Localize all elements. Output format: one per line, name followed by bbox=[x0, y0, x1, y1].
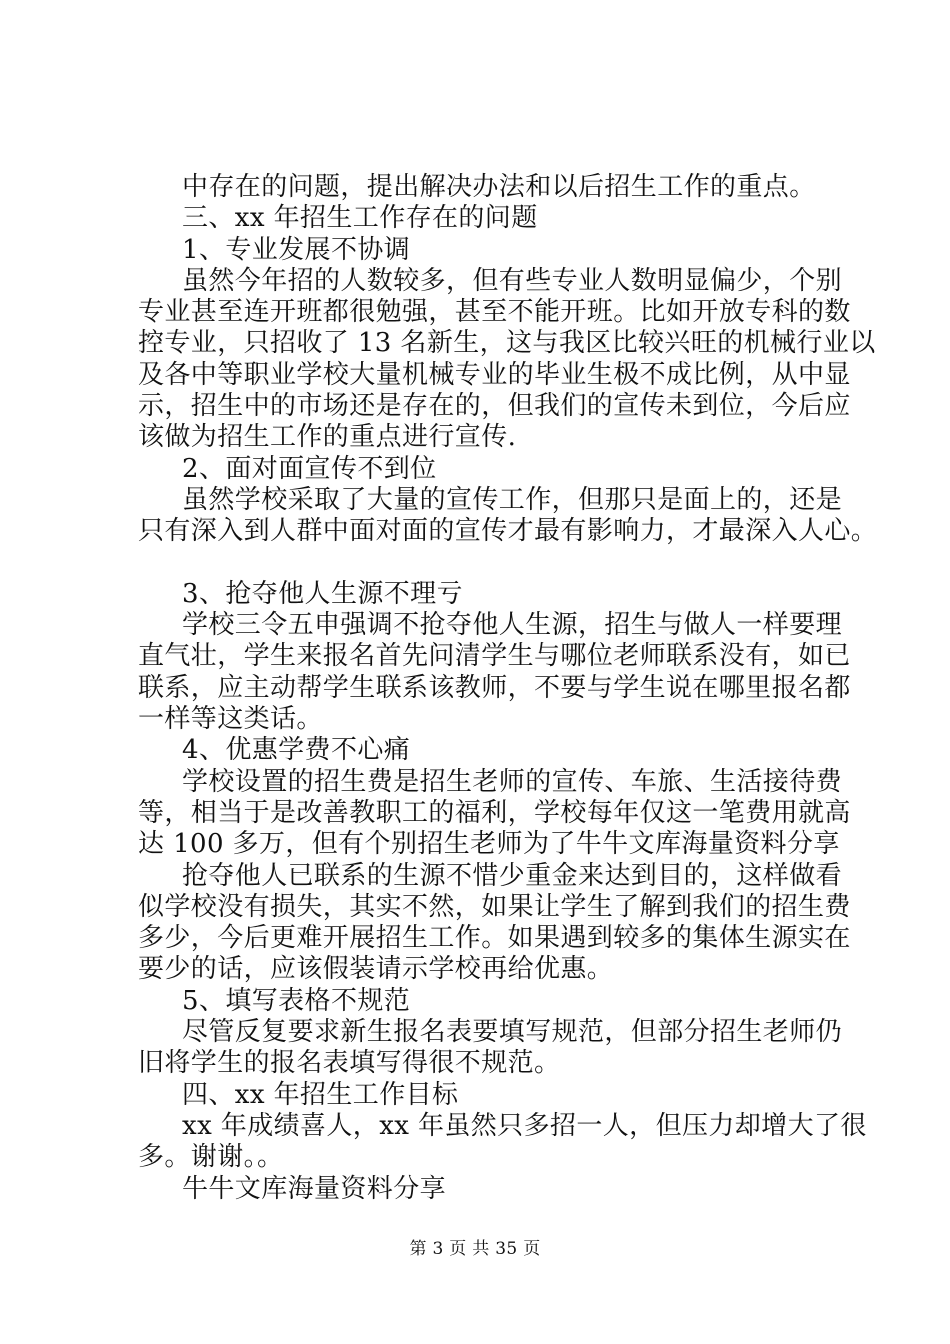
text-line: 专业甚至连开班都很勉强，甚至不能开班。比如开放专科的数 bbox=[138, 297, 851, 328]
text-line: 似学校没有损失，其实不然，如果让学生了解到我们的招生费 bbox=[138, 891, 851, 922]
text-line: 一样等这类话。 bbox=[138, 704, 323, 735]
text-line: xx 年成绩喜人，xx 年虽然只多招一人，但压力却增大了很 bbox=[182, 1110, 867, 1141]
text-line: 3、抢夺他人生源不理亏 bbox=[182, 578, 463, 609]
text-line: 牛牛文库海量资料分享 bbox=[182, 1173, 447, 1204]
text-line: 三、xx 年招生工作存在的问题 bbox=[182, 203, 538, 234]
text-line: 抢夺他人已联系的生源不惜少重金来达到目的，这样做看 bbox=[182, 860, 843, 891]
text-line: 等，相当于是改善教职工的福利，学校每年仅这一笔费用就高 bbox=[138, 797, 851, 828]
text-line: 该做为招生工作的重点进行宣传. bbox=[138, 422, 517, 453]
text-line: 5、填写表格不规范 bbox=[182, 985, 411, 1016]
text-line: 控专业，只招收了 13 名新生，这与我区比较兴旺的机械行业以 bbox=[138, 328, 876, 359]
text-line: 1、专业发展不协调 bbox=[182, 234, 411, 265]
text-line: 要少的话，应该假装请示学校再给优惠。 bbox=[138, 954, 614, 985]
text-line: 学校三令五申强调不抢夺他人生源，招生与做人一样要理 bbox=[182, 610, 843, 641]
text-line: 多少，今后更难开展招生工作。如果遇到较多的集体生源实在 bbox=[138, 923, 851, 954]
text-line: 旧将学生的报名表填写得很不规范。 bbox=[138, 1048, 561, 1079]
text-line: 只有深入到人群中面对面的宣传才最有影响力，才最深入人心。 bbox=[138, 516, 878, 547]
text-line: 及各中等职业学校大量机械专业的毕业生极不成比例，从中显 bbox=[138, 359, 851, 390]
text-line: 虽然今年招的人数较多，但有些专业人数明显偏少，个别 bbox=[182, 265, 843, 296]
text-line: 示，招生中的市场还是存在的，但我们的宣传未到位，今后应 bbox=[138, 391, 851, 422]
text-line: 2、面对面宣传不到位 bbox=[182, 453, 437, 484]
text-line: 直气壮，学生来报名首先问清学生与哪位老师联系没有，如已 bbox=[138, 641, 851, 672]
text-line: 达 100 多万，但有个别招生老师为了牛牛文库海量资料分享 bbox=[138, 829, 840, 860]
text-line: 尽管反复要求新生报名表要填写规范，但部分招生老师仍 bbox=[182, 1017, 843, 1048]
text-line: 学校设置的招生费是招生老师的宣传、车旅、生活接待费 bbox=[182, 766, 843, 797]
text-line: 中存在的问题，提出解决办法和以后招生工作的重点。 bbox=[182, 172, 816, 202]
page-footer: 第 3 页 共 35 页 bbox=[409, 1239, 541, 1259]
text-line: 4、优惠学费不心痛 bbox=[182, 735, 411, 766]
blank-line bbox=[138, 548, 843, 579]
text-line: 四、xx 年招生工作目标 bbox=[182, 1079, 459, 1110]
text-line: 虽然学校采取了大量的宣传工作，但那只是面上的，还是 bbox=[182, 484, 843, 515]
text-line: 多。谢谢。。 bbox=[138, 1142, 284, 1173]
document-body bbox=[138, 172, 878, 1205]
text-line: 联系，应主动帮学生联系该教师，不要与学生说在哪里报名都 bbox=[138, 672, 851, 703]
